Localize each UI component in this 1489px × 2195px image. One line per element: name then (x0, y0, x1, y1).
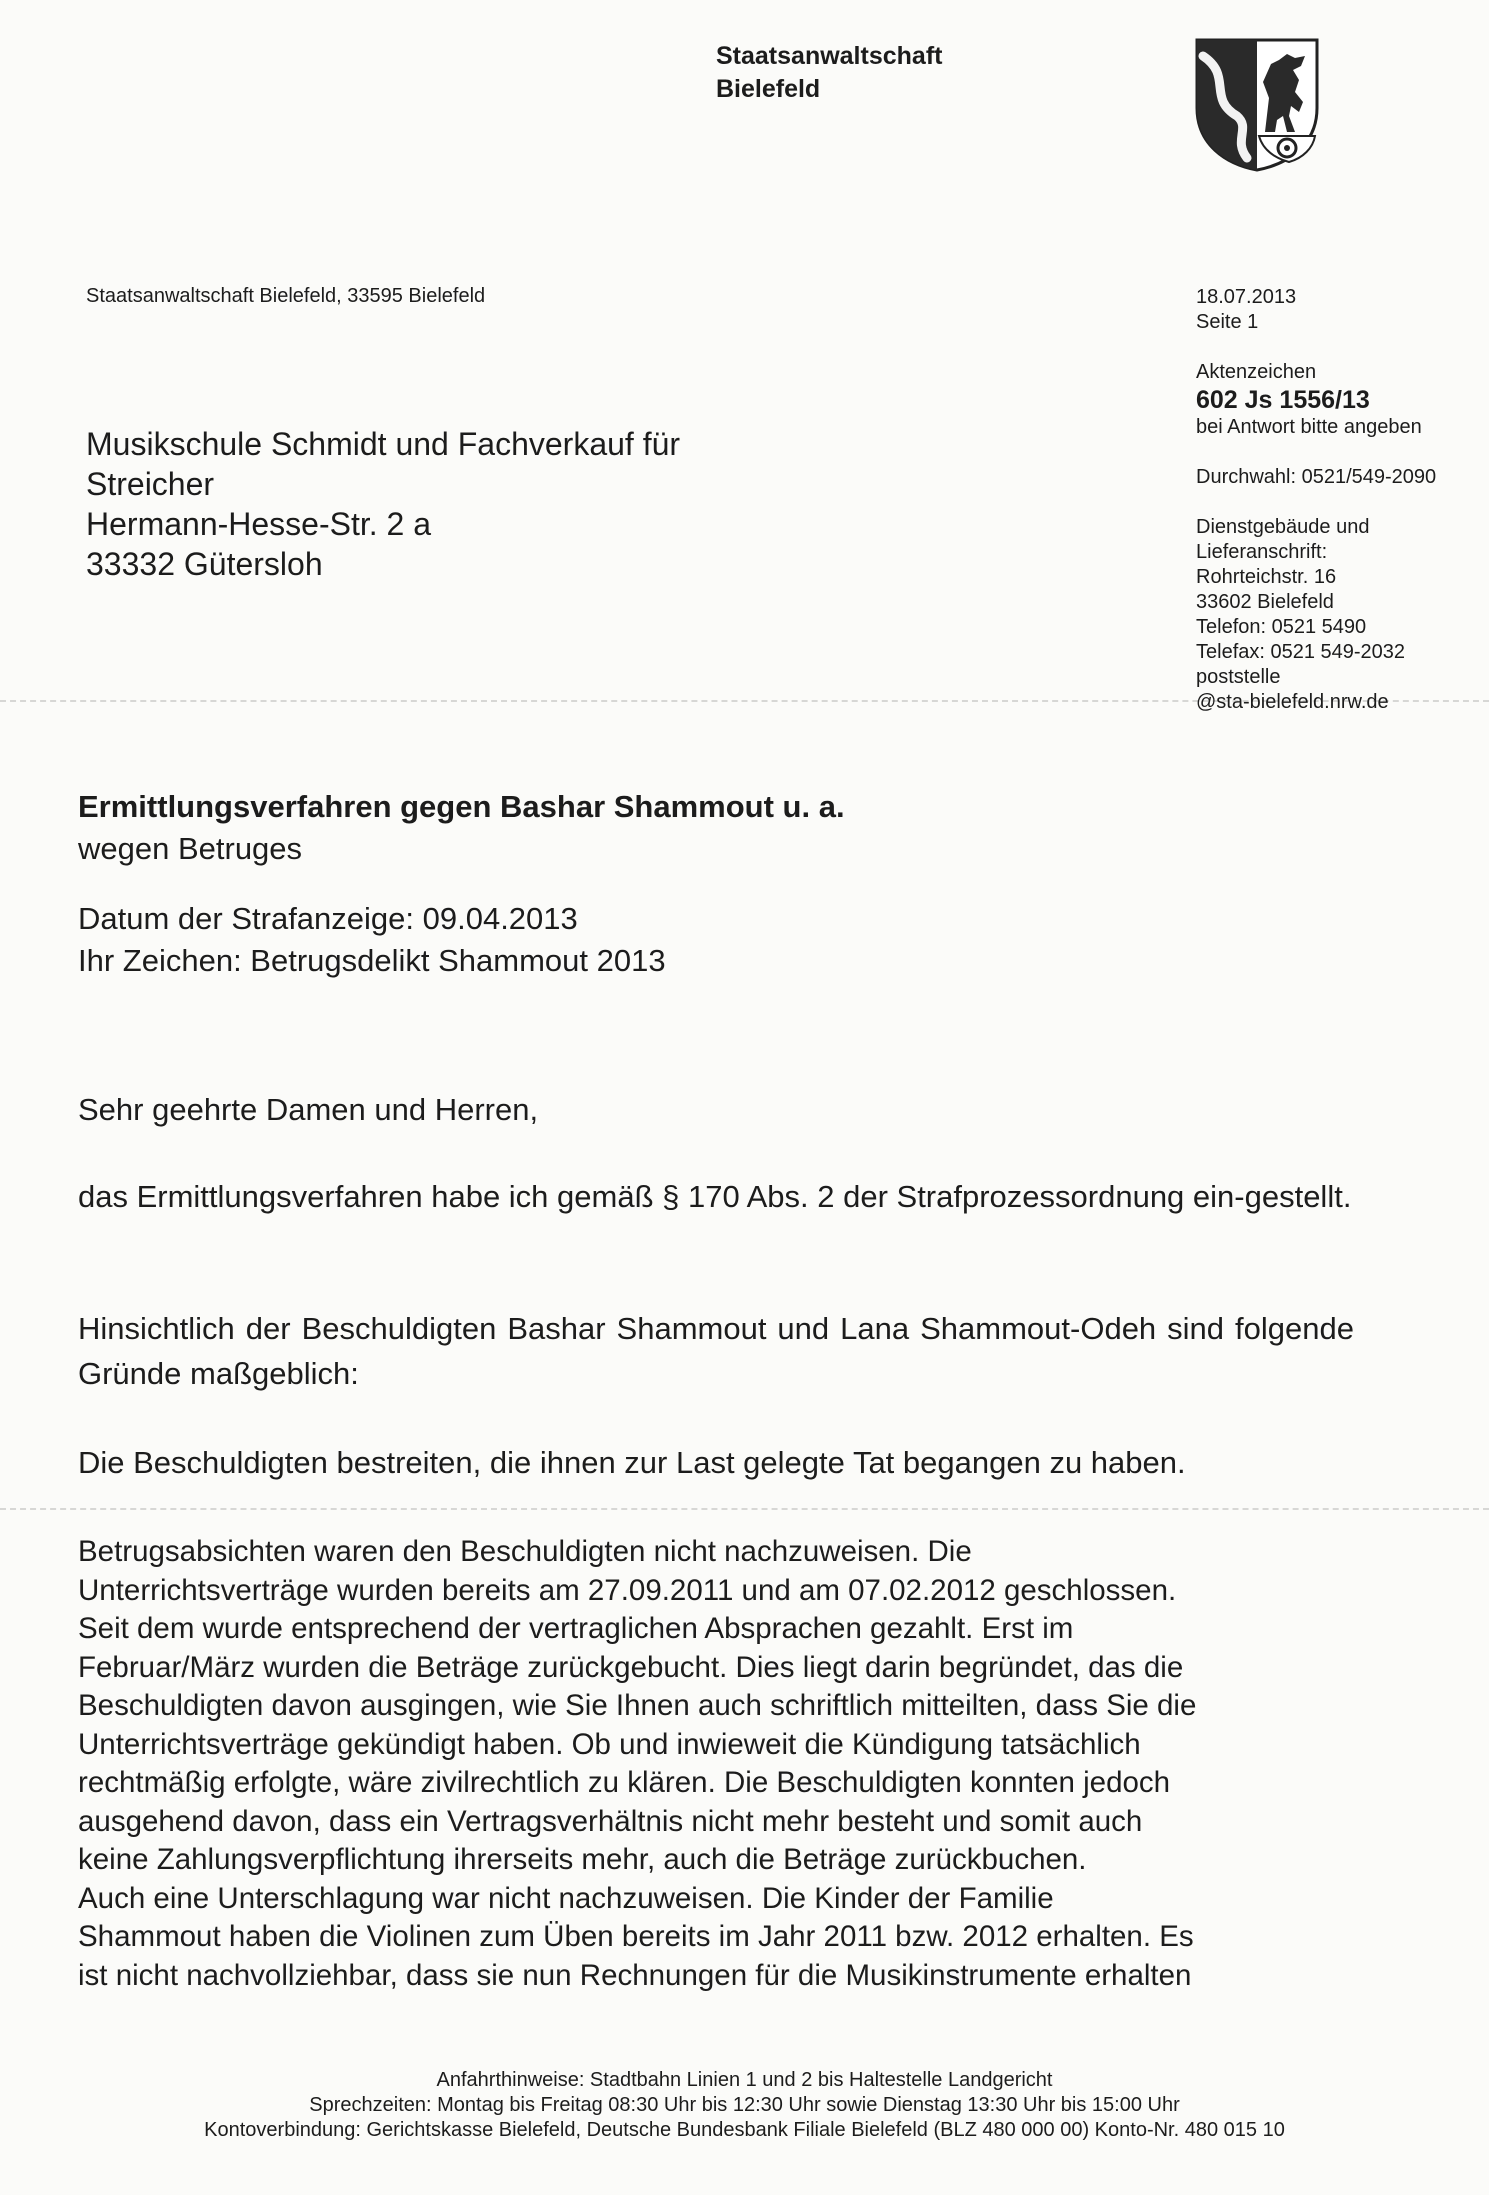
recipient-line: Streicher (86, 466, 215, 502)
subject-block (78, 786, 1378, 982)
complaint-date: Datum der Strafanzeige: 09.04.2013 (78, 901, 578, 936)
file-number: 602 Js 1556/13 (1196, 386, 1370, 414)
office-email: poststelle (1196, 666, 1281, 688)
footer-office-hours: Sprechzeiten: Montag bis Freitag 08:30 Uhr bis 12:30 Uhr sowie Dienstag 13:30 Uhr bis 15:00 Uhr (309, 2094, 1180, 2116)
office-phone: Telefon: 0521 5490 (1196, 616, 1367, 638)
body-line: Shammout haben die Violinen zum Üben bereits im Jahr 2011 bzw. 2012 erhalten. Es (78, 1920, 1194, 1953)
direct-dial: Durchwahl: 0521/549-2090 (1196, 466, 1437, 488)
authority-name: Staatsanwaltschaft (716, 42, 943, 70)
office-email: @sta-bielefeld.nrw.de (1196, 691, 1389, 713)
body-line: rechtmäßig erfolgte, wäre zivilrechtlich zu klären. Die Beschuldigten konnten jedoch (78, 1766, 1171, 1799)
footer-bank-account: Kontoverbindung: Gerichtskasse Bielefeld, Deutsche Bundesbank Filiale Bielefeld (BLZ 480 000 00) Konto-Nr. 480 015 10 (204, 2119, 1285, 2141)
body-line: Unterrichtsverträge wurden bereits am 27.09.2011 und am 07.02.2012 geschlossen. (78, 1573, 1177, 1607)
your-reference: Ihr Zeichen: Betrugsdelikt Shammout 2013 (78, 943, 666, 978)
body-line: ausgehend davon, dass ein Vertragsverhältnis nicht mehr besteht und somit auch (78, 1804, 1143, 1838)
recipient-line: Hermann-Hesse-Str. 2 a (86, 506, 432, 542)
file-number-note: bei Antwort bitte angeben (1196, 416, 1422, 438)
body-line: Seit dem wurde entsprechend der vertraglichen Absprachen gezahlt. Erst im (78, 1612, 1074, 1645)
body-line: Betrugsabsichten waren den Beschuldigten nicht nachzuweisen. Die (78, 1535, 972, 1568)
office-fax: Telefax: 0521 549-2032 (1196, 641, 1406, 663)
letterhead-authority (716, 40, 942, 106)
paragraph-denial: Die Beschuldigten bestreiten, die ihnen zur Last gelegte Tat begangen zu haben. (78, 1445, 1186, 1480)
body-line: Beschuldigten davon ausgingen, wie Sie Ihnen auch schriftlich mitteilten, dass Sie die (78, 1689, 1197, 1722)
file-number-label: Aktenzeichen (1196, 361, 1317, 383)
subject-title: Ermittlungsverfahren gegen Bashar Shammout u. a. (78, 789, 845, 824)
recipient-line: 33332 Gütersloh (86, 546, 323, 582)
letter-footer (0, 2068, 1489, 2143)
nrw-coat-of-arms-icon (1193, 36, 1321, 174)
sender-return-address: Staatsanwaltschaft Bielefeld, 33595 Bielefeld (86, 285, 486, 307)
address-label: Dienstgebäude und (1196, 516, 1370, 538)
office-city: 33602 Bielefeld (1196, 591, 1334, 613)
body-line: keine Zahlungsverpflichtung ihrerseits mehr, auch die Beträge zurückbuchen. (78, 1843, 1087, 1876)
office-street: Rohrteichstr. 16 (1196, 566, 1337, 588)
address-label: Lieferanschrift: (1196, 541, 1328, 563)
paragraph-grounds-intro: Hinsichtlich der Beschuldigten Bashar Shammout und Lana Shammout-Odeh sind folgende Gründe maßgeblich: (78, 1311, 1354, 1391)
footer-directions: Anfahrthinweise: Stadtbahn Linien 1 und 2 bis Haltestelle Landgericht (436, 2069, 1053, 2091)
body-line: Februar/März wurden die Beträge zurückgebucht. Dies liegt darin begründet, das die (78, 1650, 1184, 1684)
subject-subtitle: wegen Betruges (78, 831, 303, 866)
recipient-line: Musikschule Schmidt und Fachverkauf für (86, 426, 681, 462)
body-line: ist nicht nachvollziehbar, dass sie nun Rechnungen für die Musikinstrumente erhalten (78, 1958, 1192, 1992)
salutation: Sehr geehrte Damen und Herren, (78, 1092, 539, 1127)
paper-fold-line (0, 1508, 1489, 1510)
recipient-address (86, 424, 680, 584)
body-line: Auch eine Unterschlagung war nicht nachzuweisen. Die Kinder der Familie (78, 1881, 1054, 1915)
authority-city: Bielefeld (716, 75, 821, 103)
page-number: Seite 1 (1196, 311, 1259, 333)
body-line: Unterrichtsverträge gekündigt haben. Ob und inwieweit die Kündigung tatsächlich (78, 1727, 1141, 1761)
paragraph-closure-notice: das Ermittlungsverfahren habe ich gemäß § 170 Abs. 2 der Strafprozessordnung ein-gestellt. (78, 1179, 1352, 1214)
letter-date: 18.07.2013 (1196, 286, 1297, 308)
info-sidebar (1196, 285, 1436, 715)
letter-body (78, 1533, 1398, 1995)
